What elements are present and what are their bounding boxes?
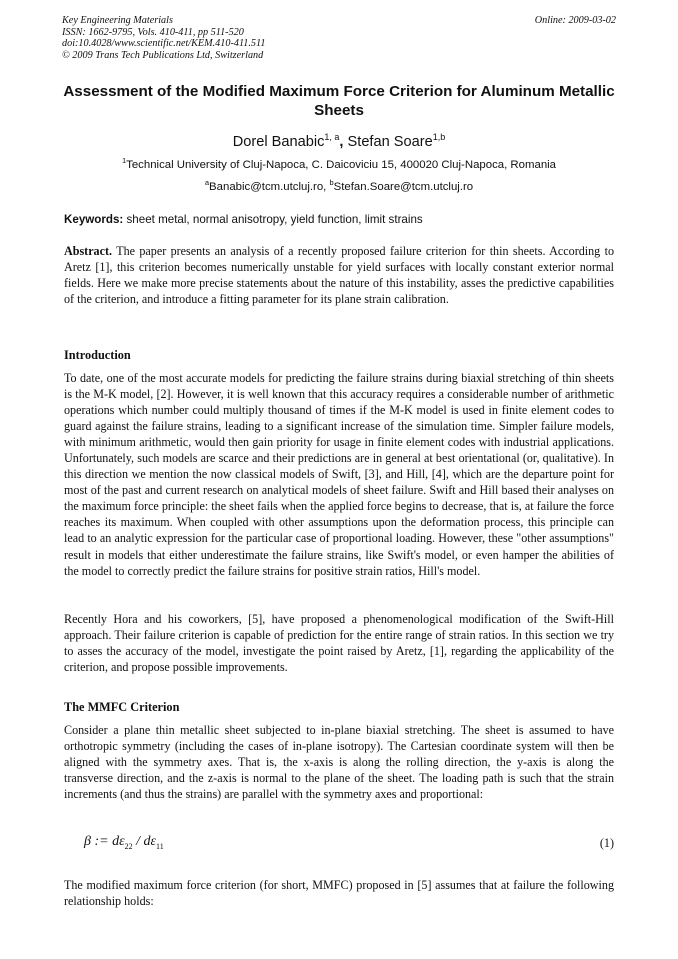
doi-line: doi:10.4028/www.scientific.net/KEM.410-411.511: [62, 38, 266, 49]
equation-1-number: (1): [599, 836, 614, 850]
mmfc-paragraph-1: Consider a plane thin metallic sheet subjected to in-plane biaxial stretching. The sheet is assumed to have orthotropic symmetry (including the cases of in-plane isotropy). The Cartesian coordinate system will then be aligned with the symmetry axes. That is, the x-axis is along the rolling direction, the y-axis is along the transverse direction, and the z-axis is normal to the plane of the sheet. The loading path is such that the strain increments (and thus the strains) are parallel with the symmetry axes and proportional:: [64, 723, 614, 802]
author-list: [62, 132, 616, 150]
affiliation: [62, 156, 616, 171]
abstract: [64, 243, 614, 307]
affiliation-marker: 1: [121, 156, 127, 165]
mmfc-paragraph-2: The modified maximum force criterion (for short, MMFC) proposed in [5] assumes that at failure the following relationship holds:: [64, 878, 614, 909]
abstract-text: The paper presents an analysis of a recently proposed failure criterion for thin sheets. According to Aretz [1], this criterion becomes numerically unstable for yield surfaces with locally constant exterior normal fields. Here we make more precise statements about the nature of this instability, asses the predictive capabilities of the criterion, and introduce a fitting parameter for its plane strain calibration.: [64, 244, 614, 307]
abstract-label: Abstract.: [64, 244, 113, 258]
equation-1: [84, 834, 164, 851]
equation-1-lhs: β := dε: [84, 834, 125, 849]
author-1: Dorel Banabic: [232, 133, 325, 150]
author-2: Stefan Soare: [347, 133, 433, 150]
email-line: [62, 178, 616, 193]
affiliation-text: Technical University of Cluj-Napoca, C. Daicoviciu 15, 400020 Cluj-Napoca, Romania: [126, 158, 557, 171]
author-separator: ,: [339, 133, 348, 150]
equation-1-mid: / dε: [132, 834, 157, 849]
equation-1-sub-22: 22: [124, 841, 133, 851]
online-date: Online: 2009-03-02: [534, 15, 616, 26]
equation-1-sub-11: 11: [156, 841, 164, 851]
paper-title: Assessment of the Modified Maximum Force Criterion for Aluminum Metallic Sheets: [63, 83, 615, 119]
author-2-affil: 1,b: [432, 132, 446, 142]
author-1-affil: 1, a: [324, 132, 340, 142]
email-a-marker: a: [204, 178, 210, 187]
keywords-text: sheet metal, normal anisotropy, yield function, limit strains: [123, 213, 423, 226]
intro-paragraph-2: Recently Hora and his coworkers, [5], have proposed a phenomenological modification of the Swift-Hill approach. Their failure criterion is capable of prediction for the entire range of strain ratios. In this section we try to asses the accuracy of the model, investigate the point raised by Aretz, [1], regarding the applicability of the criterion, and propose possible improvements.: [64, 612, 614, 675]
journal-name: Key Engineering Materials: [62, 15, 173, 26]
email-b: Stefan.Soare@tcm.utcluj.ro: [333, 180, 474, 193]
copyright-line: © 2009 Trans Tech Publications Ltd, Switzerland: [62, 49, 264, 61]
intro-paragraph-1: To date, one of the most accurate models for predicting the failure strains during biaxial stretching of thin sheets is the M-K model, [2]. However, it is well known that this accuracy requires a considerable number of arithmetic operations which number could multiply thousand of times if the M-K model is used in finite element codes to guard against the failure strains, leading to a significant increase of the simulation time. Simpler failure models, with minimum arithmetic, would then gain priority for usage in finite element codes with industrial applications. Unfortunately, such models are scarce and their predictions are in general at best orientational (or, qualitative). In this direction we mention the now classical models of Swift, [3], and Hill, [4], which are the departure point for most of the past and current research on analytical models of sheet failure. Swift and Hill based their analyses on the maximum force principle: the sheet fails when the applied force begins to decrease, that is, at failure the force reaches its maximum. When coupled with other assumptions upon the deformation process, this principle can lead to an analytic expression for the particular case of proportional loading. However, these "other assumptions" result in models that either underestimate the failure strains, like Swift's model, or even hamper the abilities of the model to correctly predict the failure strains for positive strain ratios, Hill's model.: [64, 371, 614, 578]
section-heading-introduction: Introduction: [64, 348, 131, 362]
email-a: Banabic@tcm.utcluj.ro,: [209, 180, 330, 193]
keywords-label: Keywords:: [64, 213, 124, 226]
section-heading-mmfc: The MMFC Criterion: [64, 700, 180, 714]
issn-line: ISSN: 1662-9795, Vols. 410-411, pp 511-520: [62, 26, 244, 38]
keywords: [64, 213, 616, 226]
journal-header: [62, 15, 265, 61]
email-b-marker: b: [329, 178, 334, 187]
